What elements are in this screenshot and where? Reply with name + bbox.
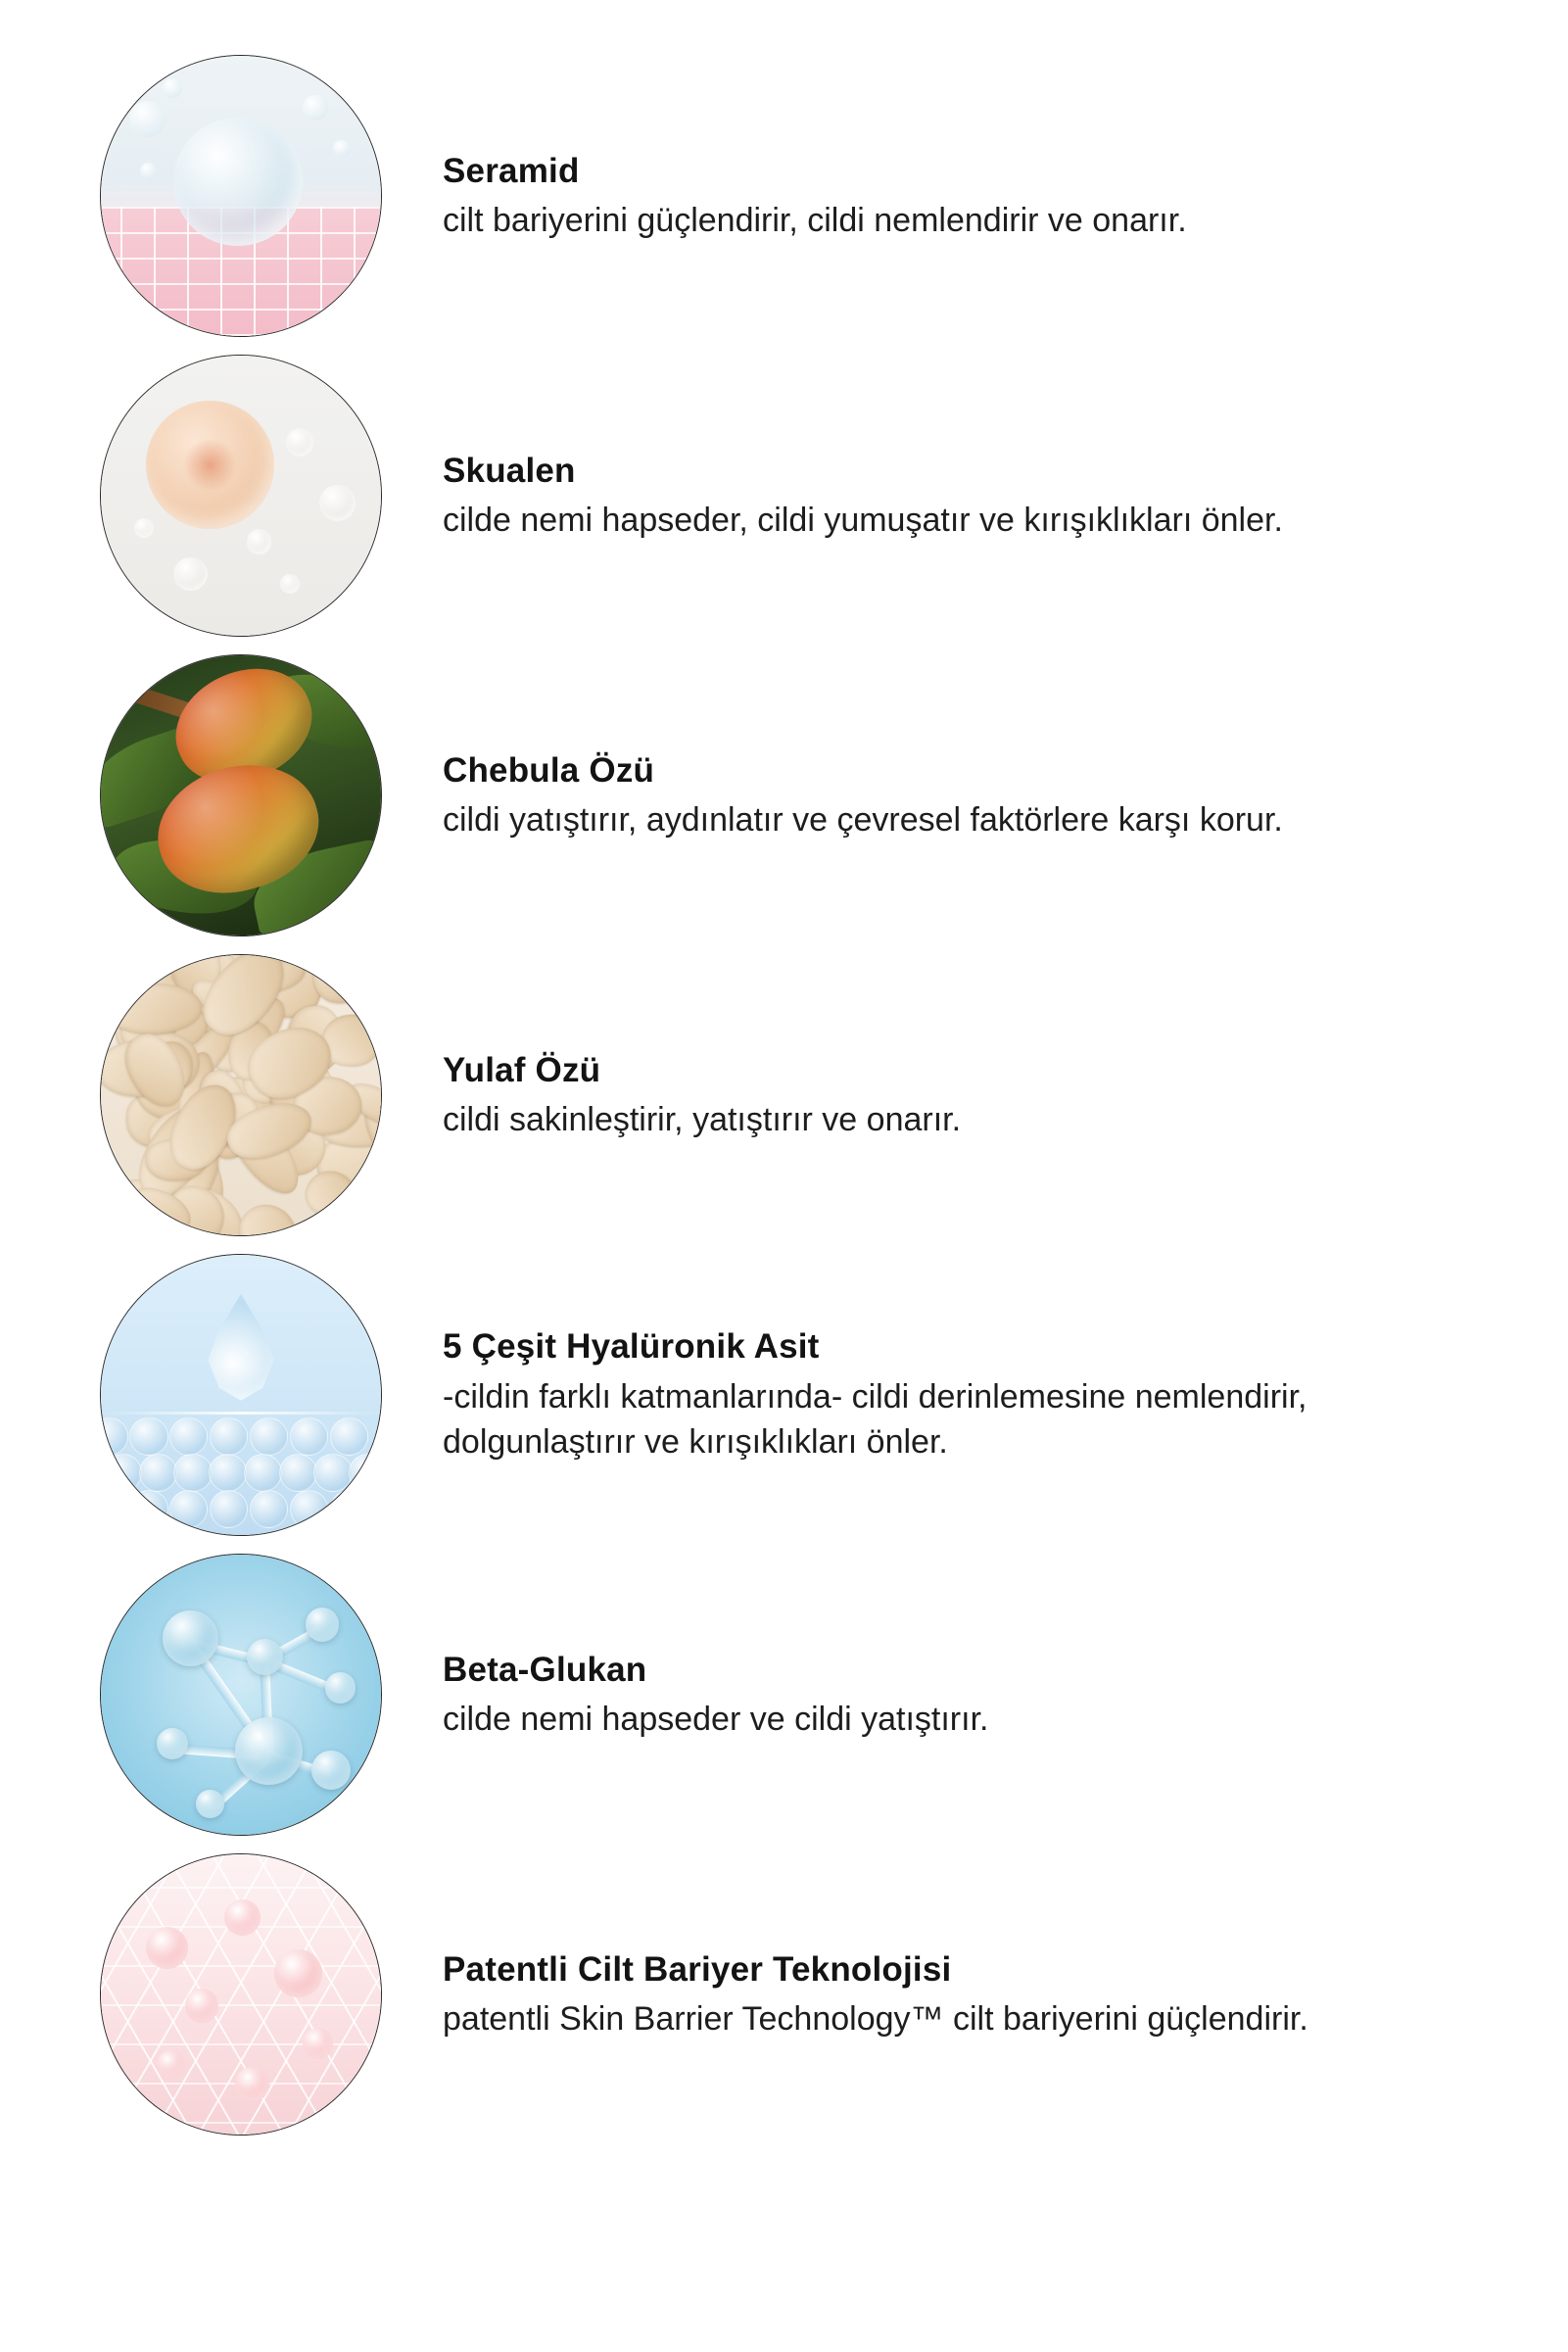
ingredient-image-hyaluronic — [100, 1254, 382, 1536]
ingredient-text — [382, 149, 1568, 244]
ingredient-description: cildi sakinleştirir, yatıştırır ve onarır. — [443, 1100, 962, 1138]
ingredient-description: cilt bariyerini güçlendirir, cildi nemlendirir ve onarır. — [443, 201, 1187, 239]
ingredient-title: Patentli Cilt Bariyer Teknolojisi — [443, 1949, 952, 1989]
ingredient-image-oat — [100, 954, 382, 1236]
ingredient-title: Yulaf Özü — [443, 1050, 601, 1089]
ingredient-image-barrier-technology — [100, 1853, 382, 2136]
ingredient-image-squalane — [100, 355, 382, 637]
ingredient-image-beta-glucan — [100, 1554, 382, 1836]
ingredient-description: patentli Skin Barrier Technology™ cilt bariyerini güçlendirir. — [443, 1999, 1308, 2038]
ingredient-text — [382, 1324, 1568, 1464]
list-item — [0, 355, 1568, 637]
ingredient-title: Chebula Özü — [443, 750, 655, 790]
ingredient-title: Seramid — [443, 151, 580, 190]
ingredient-title: Beta-Glukan — [443, 1650, 647, 1689]
list-item — [0, 1554, 1568, 1836]
ingredient-title: 5 Çeşit Hyalüronik Asit — [443, 1327, 820, 1367]
list-item — [0, 954, 1568, 1236]
list-item — [0, 1254, 1568, 1536]
list-item — [0, 654, 1568, 936]
list-item — [0, 55, 1568, 337]
ingredient-image-ceramide — [100, 55, 382, 337]
ingredient-description: cilde nemi hapseder, cildi yumuşatır ve kırışıklıkları önler. — [443, 501, 1283, 539]
ingredient-text — [382, 1947, 1568, 2042]
ingredient-text — [382, 449, 1568, 544]
ingredient-text — [382, 1648, 1568, 1743]
ingredient-description: cildi yatıştırır, aydınlatır ve çevresel faktörlere karşı korur. — [443, 800, 1283, 839]
ingredient-description: cilde nemi hapseder ve cildi yatıştırır. — [443, 1700, 989, 1738]
ingredient-title: Skualen — [443, 451, 576, 490]
ingredient-image-chebula — [100, 654, 382, 936]
ingredient-description: -cildin farklı katmanlarında- cildi derinlemesine nemlendirir, dolgunlaştırır ve kırışıklıkları önler. — [443, 1377, 1307, 1462]
ingredient-text — [382, 1048, 1568, 1143]
list-item — [0, 1853, 1568, 2136]
ingredient-text — [382, 748, 1568, 843]
